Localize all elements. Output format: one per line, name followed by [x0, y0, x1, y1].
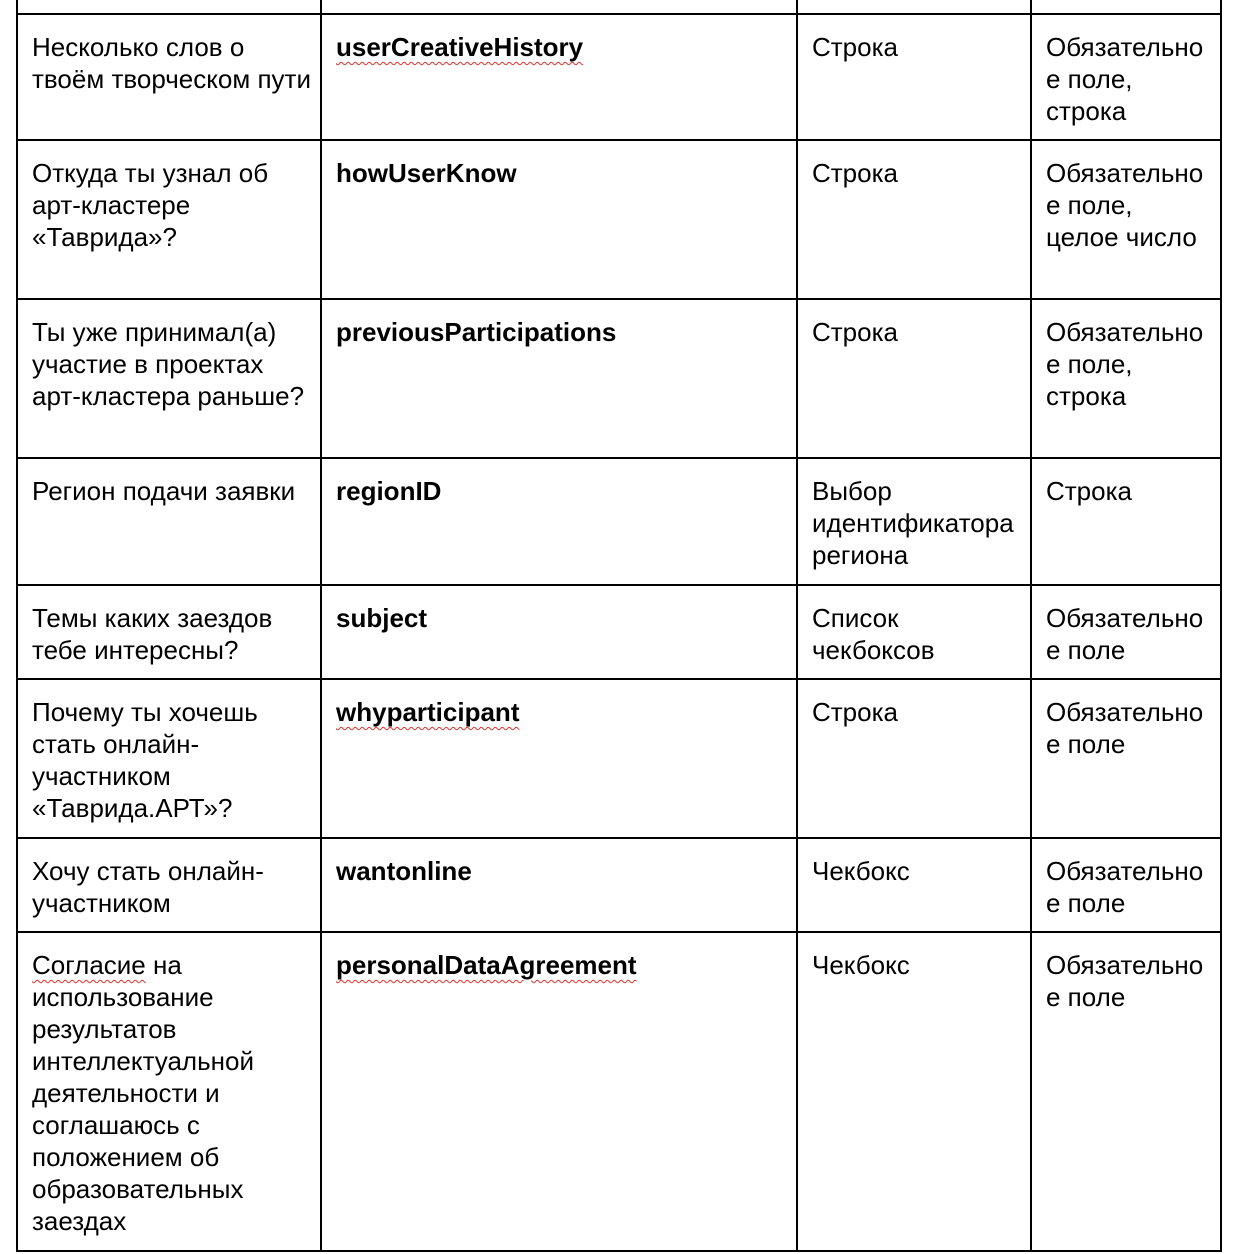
table-row [17, 140, 1221, 299]
question-text: на использование результатов интеллектуальной деятельности и соглашаюсь с положением об образовательных заездах [32, 950, 254, 1236]
table-row-partial [17, 0, 1221, 14]
question-cell[interactable]: Регион подачи заявки [17, 458, 321, 585]
field-name: subject [336, 603, 428, 633]
table-row [17, 838, 1221, 932]
field-name: previousParticipations [336, 317, 617, 347]
field-name-cell[interactable] [321, 14, 797, 140]
table-cell-empty [797, 0, 1031, 14]
field-name-cell[interactable] [321, 140, 797, 299]
field-name: userCreativeHistory [336, 32, 584, 62]
field-name-cell[interactable] [321, 838, 797, 932]
type-cell[interactable]: Чекбокс [797, 932, 1031, 1251]
field-name-cell[interactable] [321, 585, 797, 679]
type-cell[interactable]: Строка [797, 14, 1031, 140]
field-name: regionID [336, 476, 442, 506]
field-name-cell[interactable] [321, 679, 797, 838]
requirement-cell[interactable]: Обязательное поле, целое число [1031, 140, 1221, 299]
requirement-cell[interactable]: Строка [1031, 458, 1221, 585]
type-cell[interactable]: Выбор идентификатора региона [797, 458, 1031, 585]
table-cell-empty [321, 0, 797, 14]
requirement-cell[interactable]: Обязательное поле [1031, 585, 1221, 679]
table-cell-empty [1031, 0, 1221, 14]
type-cell[interactable]: Чекбокс [797, 838, 1031, 932]
table-row [17, 585, 1221, 679]
question-cell[interactable]: Темы каких заездов тебе интересны? [17, 585, 321, 679]
field-name: wantonline [336, 856, 472, 886]
type-cell[interactable]: Строка [797, 679, 1031, 838]
field-name: whyparticipant [336, 697, 520, 727]
requirement-cell[interactable]: Обязательное поле, строка [1031, 299, 1221, 458]
field-name: personalDataAgreement [336, 950, 637, 980]
table-cell-empty [17, 0, 321, 14]
field-name-cell[interactable] [321, 458, 797, 585]
requirement-cell[interactable]: Обязательное поле [1031, 838, 1221, 932]
misspelled-word: Согласие [32, 950, 146, 980]
type-cell[interactable]: Строка [797, 299, 1031, 458]
table-row [17, 299, 1221, 458]
type-cell[interactable]: Строка [797, 140, 1031, 299]
question-cell[interactable]: Ты уже принимал(а) участие в проектах арт-кластера раньше? [17, 299, 321, 458]
type-cell[interactable]: Список чекбоксов [797, 585, 1031, 679]
requirement-cell[interactable]: Обязательное поле [1031, 679, 1221, 838]
field-name: howUserKnow [336, 158, 517, 188]
table-row [17, 14, 1221, 140]
field-name-cell[interactable] [321, 299, 797, 458]
field-name-cell[interactable] [321, 932, 797, 1251]
table-row [17, 458, 1221, 585]
requirement-cell[interactable]: Обязательное поле [1031, 932, 1221, 1251]
table-row [17, 932, 1221, 1251]
question-cell[interactable]: Несколько слов о твоём творческом пути [17, 14, 321, 140]
question-cell[interactable] [17, 932, 321, 1251]
requirement-cell[interactable]: Обязательное поле, строка [1031, 14, 1221, 140]
question-cell[interactable]: Хочу стать онлайн-участником [17, 838, 321, 932]
table-row [17, 679, 1221, 838]
fields-table [16, 0, 1222, 1252]
question-cell[interactable]: Откуда ты узнал об арт-кластере «Таврида»? [17, 140, 321, 299]
question-cell[interactable]: Почему ты хочешь стать онлайн-участником «Таврида.АРТ»? [17, 679, 321, 838]
